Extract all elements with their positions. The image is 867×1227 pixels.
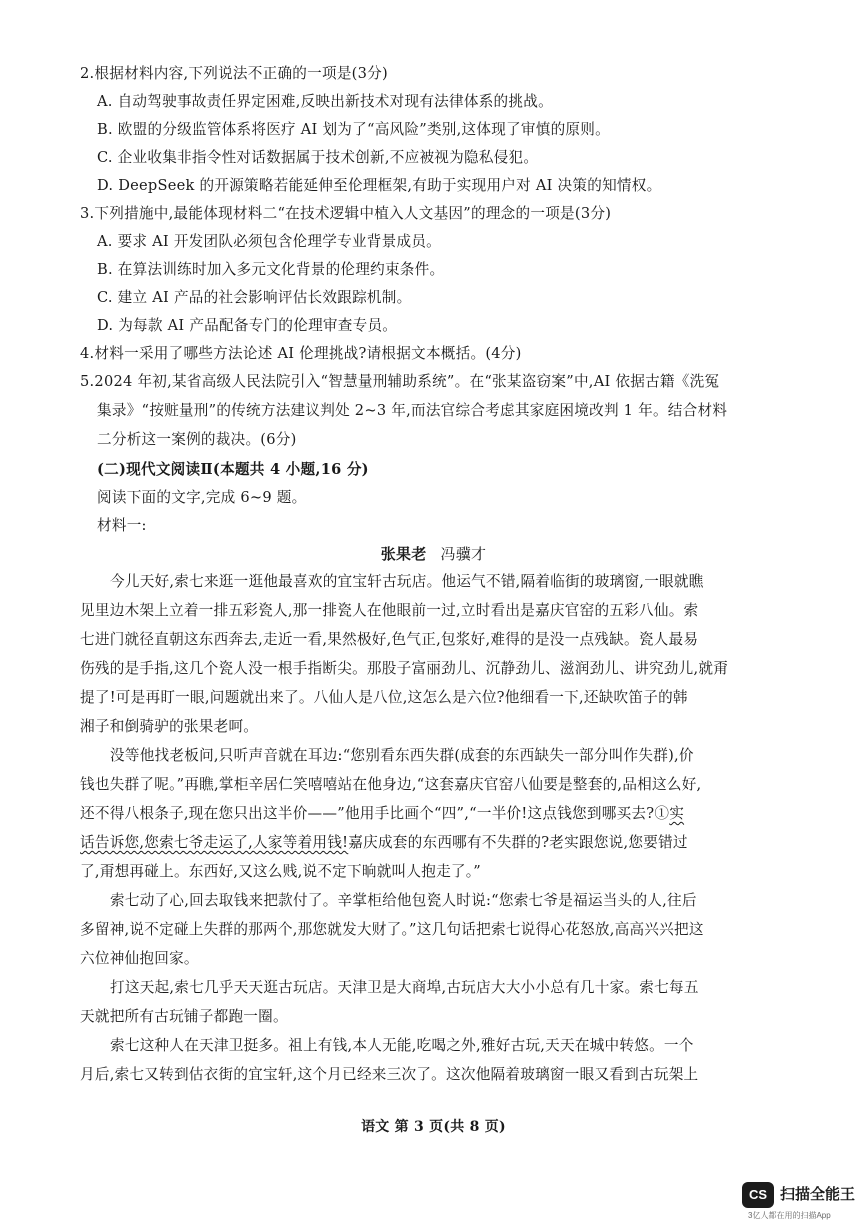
underlined-sentence-1-cont: 话告诉您,您索七爷走运了,人家等着用钱!	[80, 834, 349, 851]
story-paragraph-line: 六位神仙抱回家。	[80, 950, 199, 967]
story-paragraph-line: 提了!可是再盯一眼,问题就出来了。八仙人是八位,这怎么是六位?他细看一下,还缺吹笛子的韩	[80, 689, 688, 706]
question-5-line: 集录》“按赃量刑”的传统方法建议判处 2~3 年,而法官综合考虑其家庭困境改判 1 年。结合材料	[97, 402, 728, 419]
question-3-option-b: B. 在算法训练时加入多元文化背景的伦理约束条件。	[97, 261, 445, 278]
watermark-name: 扫描全能王	[780, 1186, 856, 1203]
question-3-stem: 3.下列措施中,最能体现材料二“在技术逻辑中植入人文基因”的理念的一项是(3分)	[80, 205, 612, 222]
question-3-option-a: A. 要求 AI 开发团队必须包含伦理学专业背景成员。	[97, 233, 442, 250]
question-2-option-c: C. 企业收集非指令性对话数据属于技术创新,不应被视为隐私侵犯。	[97, 149, 539, 166]
story-title: 张果老	[380, 545, 427, 563]
section-heading: (二)现代文阅读Ⅱ(本题共 4 小题,16 分)	[97, 461, 369, 478]
story-paragraph-line: 打这天起,索七几乎天天逛古玩店。天津卫是大商埠,古玩店大大小小总有几十家。索七每五	[110, 979, 699, 996]
question-5-line: 二分析这一案例的裁决。(6分)	[97, 431, 297, 448]
story-paragraph-line: 湘子和倒骑驴的张果老呵。	[80, 718, 259, 735]
story-paragraph-line: 没等他找老板问,只听声音就在耳边:“您别看东西失群(成套的东西缺失一部分叫作失群),价	[110, 747, 694, 764]
story-paragraph-line	[80, 804, 684, 824]
story-paragraph-line: 索七这种人在天津卫挺多。祖上有钱,本人无能,吃喝之外,雅好古玩,天天在城中转悠。一个	[110, 1037, 694, 1054]
question-2-stem: 2.根据材料内容,下列说法不正确的一项是(3分)	[80, 65, 388, 82]
story-title-line	[0, 544, 867, 564]
story-paragraph-line: 天就把所有古玩铺子都跑一圈。	[80, 1008, 288, 1025]
story-paragraph-line: 今儿天好,索七来逛一逛他最喜欢的宜宝轩古玩店。他运气不错,隔着临街的玻璃窗,一眼就瞧	[110, 573, 704, 590]
story-paragraph-line: 见里边木架上立着一排五彩瓷人,那一排瓷人在他眼前一过,立时看出是嘉庆官窑的五彩八仙。索	[80, 602, 699, 619]
question-2-option-d: D. DeepSeek 的开源策略若能延伸至伦理框架,有助于实现用户对 AI 决策的知情权。	[97, 177, 662, 194]
story-paragraph-line: 钱也失群了呢。”再瞧,掌柜辛居仁笑嘻嘻站在他身边,“这套嘉庆官窑八仙要是整套的,品相这么好,	[80, 776, 702, 793]
story-paragraph-line: 多留神,说不定碰上失群的那两个,那您就发大财了。”这几句话把索七说得心花怒放,高高兴兴把这	[80, 921, 704, 938]
section-instruction: 阅读下面的文字,完成 6~9 题。	[97, 489, 307, 506]
question-3-option-c: C. 建立 AI 产品的社会影响评估长效跟踪机制。	[97, 289, 412, 306]
story-text: 还不得八根条子,现在您只出这半价——”他用手比画个“四”,“一半价!这点钱您到哪买去?①	[80, 805, 670, 822]
story-paragraph-line	[80, 833, 688, 853]
camscanner-logo-icon: CS	[742, 1182, 774, 1208]
story-paragraph-line: 伤残的是手指,这几个瓷人没一根手指断尖。那股子富丽劲儿、沉静劲儿、滋润劲儿、讲究劲儿,就甭	[80, 660, 729, 677]
question-5-line: 5.2024 年初,某省高级人民法院引入“智慧量刑辅助系统”。在“张某盗窃案”中,AI 依据古籍《洗冤	[80, 373, 720, 390]
story-paragraph-line: 七进门就径直朝这东西奔去,走近一看,果然极好,色气正,包浆好,难得的是没一点残缺。瓷人最易	[80, 631, 699, 648]
page-footer: 语文 第 3 页(共 8 页)	[361, 1119, 506, 1135]
question-2-option-a: A. 自动驾驶事故责任界定困难,反映出新技术对现有法律体系的挑战。	[97, 93, 553, 110]
story-paragraph-line: 索七动了心,回去取钱来把款付了。辛掌柜给他包瓷人时说:“您索七爷是福运当头的人,往后	[110, 892, 697, 909]
camscanner-watermark	[742, 1180, 860, 1220]
material-label: 材料一:	[97, 517, 147, 534]
story-paragraph-line: 月后,索七又转到估衣街的宜宝轩,这个月已经来三次了。这次他隔着玻璃窗一眼又看到古玩架上	[80, 1066, 699, 1083]
story-text: 嘉庆成套的东西哪有不失群的?老实跟您说,您要错过	[348, 834, 688, 851]
watermark-tagline: 3亿人都在用的扫描App	[748, 1211, 831, 1220]
question-4-stem: 4.材料一采用了哪些方法论述 AI 伦理挑战?请根据文本概括。(4分)	[80, 345, 522, 362]
story-paragraph-line: 了,甭想再碰上。东西好,又这么贱,说不定下晌就叫人抱走了。”	[80, 863, 482, 880]
underlined-sentence-1: 实	[669, 805, 685, 822]
story-author: 冯骥才	[440, 545, 487, 563]
question-3-option-d: D. 为每款 AI 产品配备专门的伦理审查专员。	[97, 317, 398, 334]
question-2-option-b: B. 欧盟的分级监管体系将医疗 AI 划为了“高风险”类别,这体现了审慎的原则。	[97, 121, 610, 138]
